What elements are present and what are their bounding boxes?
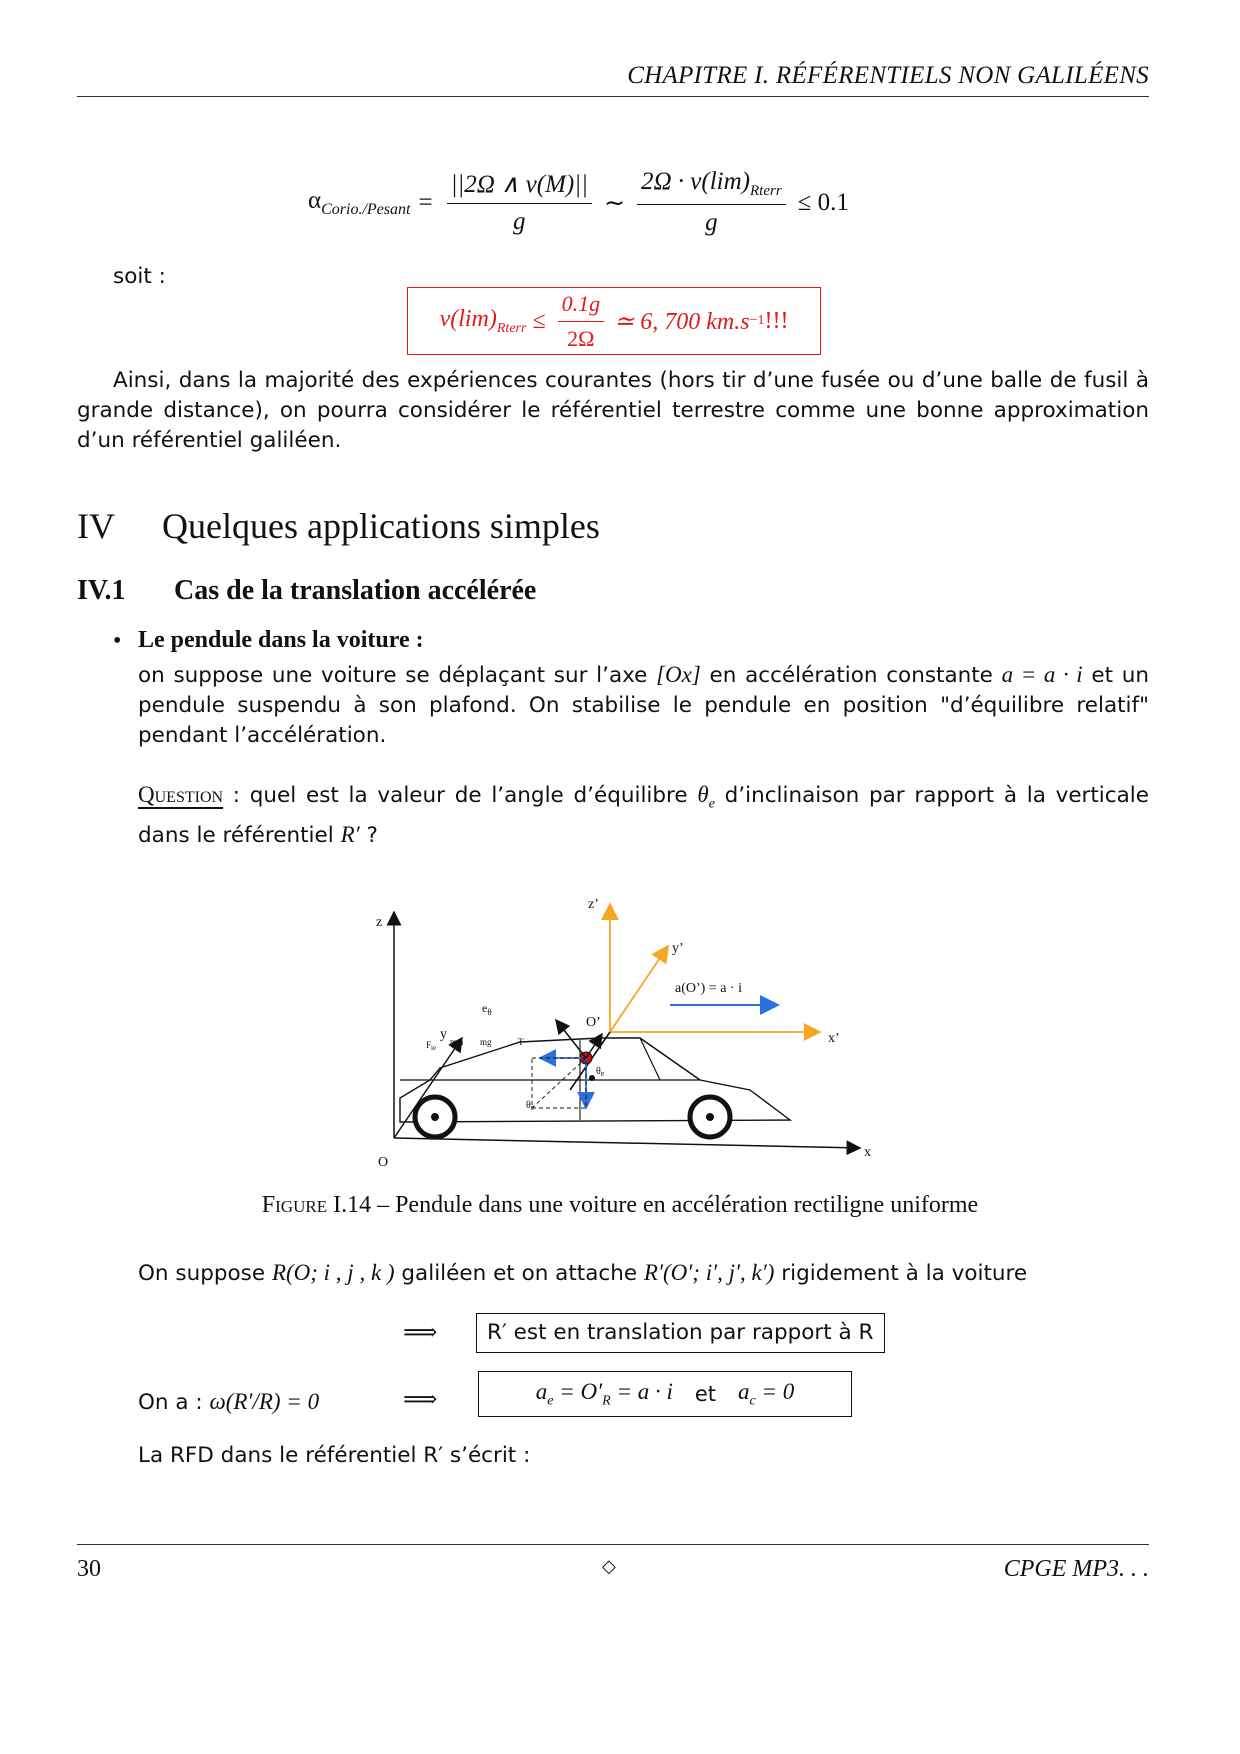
ratio-bound: ≤ 0.1 bbox=[797, 188, 849, 216]
origin-label: O bbox=[378, 1155, 389, 1170]
question-text-c: ? bbox=[359, 822, 378, 848]
fraction1-denominator: g bbox=[513, 208, 526, 235]
fie-label: F bbox=[426, 1040, 432, 1050]
bullet-title: Le pendule dans la voiture : bbox=[138, 627, 424, 653]
subsection-title: Cas de la translation accélérée bbox=[174, 575, 537, 606]
svg-text:θe bbox=[596, 1066, 605, 1078]
theta-subscript: e bbox=[708, 796, 715, 812]
implies-arrow-1: ⟹ bbox=[403, 1318, 438, 1346]
rfd-sentence: La RFD dans le référentiel R′ s’écrit : bbox=[138, 1443, 531, 1468]
x-label: x bbox=[864, 1145, 871, 1160]
on-a-label: On a : bbox=[138, 1390, 210, 1415]
y-label: y bbox=[440, 1027, 447, 1042]
vlim-symbol: v(lim) bbox=[439, 305, 497, 332]
suppose-text-b: galiléen et on attache bbox=[394, 1261, 644, 1286]
theta-symbol: θ bbox=[697, 782, 709, 807]
question-text-a: : quel est la valeur de l’angle d’équilibre bbox=[223, 783, 698, 808]
acceleration-label: a(O’) = a · i bbox=[675, 981, 742, 996]
theta-label-lower: θ bbox=[526, 1100, 531, 1111]
etheta-label: e bbox=[482, 1001, 488, 1015]
tension-label: T bbox=[518, 1037, 524, 1047]
axis-ox: [Ox] bbox=[656, 662, 701, 687]
ac-symbol: a bbox=[738, 1378, 750, 1404]
ac-value: = 0 bbox=[755, 1378, 795, 1404]
result-exclamation: !!! bbox=[764, 307, 789, 334]
accelerations-box bbox=[478, 1371, 852, 1417]
vlim-subscript: Rterr bbox=[496, 320, 527, 336]
suppose-text-a: On suppose bbox=[138, 1261, 272, 1286]
on-a-line bbox=[138, 1387, 319, 1418]
header-rule bbox=[77, 96, 1149, 97]
bullet-marker: • bbox=[113, 628, 122, 654]
alpha-symbol: α bbox=[308, 186, 322, 214]
theta-lower-sub: e bbox=[530, 1103, 535, 1112]
caption-label: Figure I.14 – bbox=[261, 1192, 390, 1218]
result-numerator: 0.1g bbox=[558, 291, 605, 322]
question-label: Question bbox=[138, 782, 224, 807]
fraction2-denominator: g bbox=[705, 209, 718, 236]
oprime-label: O’ bbox=[586, 1015, 601, 1030]
section-title: Quelques applications simples bbox=[162, 506, 600, 546]
bullet-text-b: en accélération constante bbox=[700, 663, 1002, 688]
ma-label: m a bbox=[450, 1037, 464, 1047]
bullet-text-c: et un pendule suspendu à son plafond. On stabilise le pendule en position "d’équilibre relatif" pendant l’accélération. bbox=[138, 663, 1149, 748]
velocity-limit-result-box: $v(\lim)_{Rterr}$ ≤ $\frac{0.1g}{2\Omega}$ ≃ 6, 700 km.s −1 !!! bbox=[407, 287, 821, 355]
fraction1-numerator: ||2Ω ∧ v(M)|| bbox=[447, 169, 592, 204]
et-word: et bbox=[694, 1382, 717, 1406]
question-text-b: d’inclinaison par rapport à la verticale dans le référentiel bbox=[138, 783, 1149, 848]
ae-sub: e bbox=[547, 1393, 554, 1409]
footer-rule bbox=[77, 1544, 1149, 1545]
theta-label-upper: θ bbox=[596, 1066, 601, 1077]
svg-text:eθ bbox=[482, 1001, 492, 1017]
section-number: IV bbox=[77, 506, 115, 546]
theta-upper-sub: e bbox=[600, 1069, 605, 1078]
figure-caption bbox=[0, 1192, 1240, 1219]
alpha-subscript: Corio./Pesant bbox=[321, 200, 411, 218]
ae-value: = a · i bbox=[610, 1378, 673, 1404]
approximation-paragraph: Ainsi, dans la majorité des expériences courantes (hors tir d’une fusée ou d’une balle de fusil à grande distance), on pourra considérer le référentiel terrestre comme une bonne approximation d’un référentiel galiléen. bbox=[77, 368, 1149, 453]
yprime-axis bbox=[610, 946, 668, 1032]
etheta-sub: θ bbox=[487, 1007, 492, 1017]
footer-diamond-icon: ◇ bbox=[602, 1556, 616, 1577]
frame-r: R(O; i , j , k ) bbox=[271, 1260, 395, 1285]
x-axis bbox=[394, 1138, 860, 1148]
oprime-accel-sub: R bbox=[602, 1393, 611, 1409]
implies-arrow-2: ⟹ bbox=[403, 1385, 438, 1413]
subsection-heading bbox=[77, 575, 536, 607]
fraction2-numerator: 2Ω · v(lim) bbox=[640, 168, 750, 195]
ae-symbol: a bbox=[535, 1378, 548, 1404]
frame-symbol: R′ bbox=[340, 821, 360, 847]
soit-label: soit : bbox=[113, 264, 166, 289]
pendulum-description bbox=[138, 660, 1149, 751]
yprime-label: y’ bbox=[672, 941, 684, 956]
acceleration-vector: a = a · i bbox=[1001, 662, 1083, 687]
oprime-accel: = O′ bbox=[553, 1378, 603, 1404]
fie-sub: ie bbox=[431, 1044, 437, 1052]
fraction2-numerator-sub: Rterr bbox=[750, 183, 782, 199]
caption-text: Pendule dans une voiture en accélération rectiligne uniforme bbox=[389, 1192, 979, 1218]
bullet-text-a: on suppose une voiture se déplaçant sur l’axe bbox=[138, 663, 657, 688]
svg-text:θe bbox=[526, 1100, 535, 1112]
running-header: CHAPITRE I. RÉFÉRENTIELS NON GALILÉENS bbox=[627, 62, 1149, 89]
translation-box: R′ est en translation par rapport à R bbox=[476, 1313, 885, 1353]
svg-text:Fie bbox=[426, 1040, 436, 1052]
section-heading bbox=[77, 505, 600, 547]
z-label: z bbox=[376, 915, 383, 930]
page-number: 30 bbox=[77, 1556, 101, 1582]
suppose-text-c: rigidement à la voiture bbox=[774, 1261, 1028, 1286]
question-paragraph bbox=[138, 780, 1149, 851]
pendulum-car-figure bbox=[370, 890, 890, 1180]
mg-top-label: mg bbox=[480, 1037, 492, 1047]
coriolis-ratio-equation: $\alpha_{Corio./Pesant}$ = $\frac{||2\Omega \wedge v(M)||}{g}$ ∼ $\frac{2\Omega \cdot v(\lim)_{Rterr}}{g}$ ≤ 0.1 bbox=[308, 168, 849, 236]
footer-course: CPGE MP3. . . bbox=[1003, 1556, 1149, 1582]
result-value: ≃ 6, 700 km.s bbox=[614, 308, 750, 335]
xprime-label: x’ bbox=[828, 1031, 840, 1046]
result-denominator: 2Ω bbox=[567, 325, 595, 351]
frame-rprime: R′(O′; i′, j′, k′) bbox=[643, 1260, 775, 1285]
frames-definition bbox=[138, 1258, 1149, 1289]
result-exponent: −1 bbox=[749, 313, 765, 328]
ac-sub: c bbox=[749, 1393, 756, 1409]
zprime-label: z’ bbox=[588, 897, 599, 912]
rotation-vector-zero: ω(R′/R) = 0 bbox=[209, 1389, 320, 1414]
subsection-number: IV.1 bbox=[77, 575, 126, 606]
